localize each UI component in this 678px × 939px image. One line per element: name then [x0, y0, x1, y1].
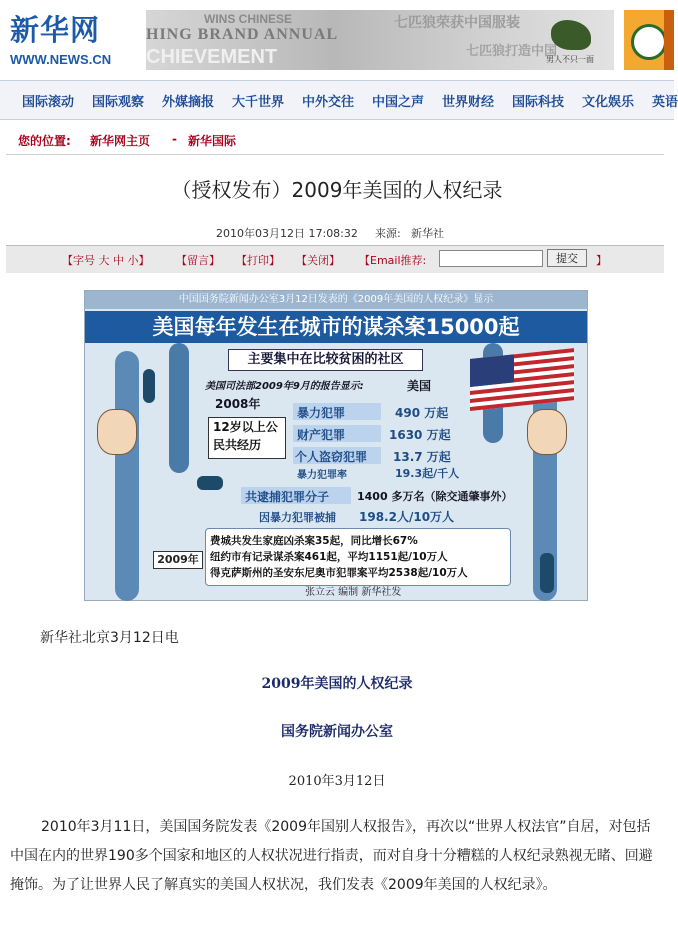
city-stat-line: 费城共发生家庭凶杀案35起，同比增长67%	[210, 535, 418, 547]
article-heading: 2009年美国的人权纪录	[261, 676, 413, 692]
page-title: （授权发布）2009年美国的人权纪录	[171, 178, 503, 202]
infographic-headline: 美国每年发生在城市的谋杀案15000起	[85, 311, 587, 343]
citizens-box-line: 民共经历	[213, 438, 262, 452]
infographic-subtitle: 主要集中在比较贫困的社区	[228, 349, 423, 371]
nav-item[interactable]: 国际观察	[92, 95, 145, 110]
email-input[interactable]	[439, 250, 543, 267]
article-author: 国务院新闻办公室	[281, 724, 393, 740]
walker-figure-icon	[540, 553, 554, 593]
pipe-left-inner	[169, 343, 189, 473]
close-link[interactable]: 【关闭】	[296, 254, 340, 267]
climber-figure-icon	[197, 476, 223, 490]
nav-item[interactable]: 外媒摘报	[162, 95, 215, 110]
article-datetime: 2010年03月12日 17:08:32	[216, 227, 358, 240]
city-stat-line: 纽约市有记录谋杀案461起，平均1151起/10万人	[210, 551, 448, 563]
nav-item[interactable]: 中国之声	[372, 95, 425, 110]
main-nav	[0, 80, 678, 120]
climber-figure-icon	[143, 369, 155, 403]
dateline: 新华社北京3月12日电	[40, 630, 179, 646]
stat-label: 财产犯罪	[297, 428, 346, 442]
publish-date: 2010年3月12日	[288, 774, 386, 789]
arrest-label: 共逮捕犯罪分子	[245, 490, 330, 504]
infographic-credit: 张立云 编制 新华社发	[305, 587, 402, 598]
article-paragraph: 2010年3月11日，美国国务院发表《2009年国别人权报告》，再次以“世界人权法官”自居，对包括中国在内的世界190多个国家和地区的人权状况进行指责，而对自身十分糟糕的人权纪录熟视无睹、回避掩饰。为了让世界人民了解真实的美国人权状况，我们发表《2009年美国的人权纪录》。	[10, 819, 653, 893]
banner-text: 七匹狼打造中国	[466, 44, 558, 59]
stat-label: 暴力犯罪	[297, 406, 346, 420]
nav-item[interactable]: 国际滚动	[22, 95, 75, 110]
infographic-source-note: 中国国务院新闻办公室3月12日发表的《2009年美国的人权纪录》显示	[85, 291, 587, 309]
city-stats-box	[205, 528, 511, 586]
banner-slogan: 男人不只一面	[546, 55, 594, 64]
hand-left-icon	[97, 409, 137, 455]
citizens-box-line: 12岁以上公	[213, 420, 278, 434]
source-value: 新华社	[411, 227, 444, 240]
year-2008-label: 2008年	[215, 397, 261, 411]
breadcrumb-separator: -	[172, 132, 177, 146]
report-note: 美国司法部2009年9月的报告显示:	[205, 381, 364, 392]
breadcrumb-prefix: 您的位置:	[18, 134, 71, 148]
stat-value: 19.3起/千人	[395, 467, 460, 480]
stat-label: 暴力犯罪率	[297, 470, 347, 481]
article-toolbar	[6, 245, 664, 273]
arrest-value: 1400 多万名（除交通肇事外）	[357, 490, 513, 503]
us-flag-icon	[470, 351, 578, 413]
city-stat-line: 得克萨斯州的圣安东尼奥市犯罪案平均2538起/10万人	[210, 567, 468, 579]
pipe-left	[115, 351, 139, 601]
horse-logo-icon	[551, 20, 591, 50]
banner-text: WINS CHINESE	[204, 12, 293, 26]
breadcrumb-section-link[interactable]: 新华国际	[188, 134, 237, 148]
banner-text: HING BRAND ANNUAL	[146, 26, 339, 43]
year-2009-label: 2009年	[153, 551, 203, 569]
hand-right-icon	[527, 409, 567, 455]
breadcrumb	[6, 126, 664, 155]
toolbar-end: 】	[596, 254, 607, 267]
font-size-control[interactable]: 【字号 大 中 小】	[62, 254, 150, 267]
ad-stripe	[664, 10, 674, 70]
stat-label: 个人盗窃犯罪	[295, 450, 368, 464]
xinhua-logo[interactable]	[10, 8, 140, 72]
logo-text: 新华网	[10, 13, 101, 47]
nav-item[interactable]: 国际科技	[512, 95, 565, 110]
comment-link[interactable]: 【留言】	[176, 254, 220, 267]
stat-value: 490 万起	[395, 406, 449, 420]
citizens-box	[208, 417, 286, 459]
breadcrumb-home-link[interactable]: 新华网主页	[90, 134, 151, 148]
stat-value: 1630 万起	[389, 428, 451, 442]
violent-arrest-value: 198.2人/10万人	[359, 510, 455, 524]
nav-item[interactable]: 大千世界	[232, 95, 285, 110]
nav-item[interactable]: 文化娱乐	[582, 95, 635, 110]
email-label: 【Email推荐:	[359, 254, 427, 267]
print-link[interactable]: 【打印】	[236, 254, 280, 267]
infographic	[84, 290, 588, 601]
side-ad[interactable]	[624, 10, 674, 70]
nav-item[interactable]: 英语	[652, 95, 678, 110]
violent-arrest-label: 因暴力犯罪被捕	[259, 511, 336, 524]
banner-text: 七匹狼荣获中国服装	[394, 15, 520, 31]
emblem-icon	[631, 24, 667, 60]
submit-button[interactable]: 提交	[547, 249, 587, 267]
banner-text: CHIEVEMENT	[146, 46, 278, 68]
source-label: 来源:	[375, 227, 401, 240]
nav-item[interactable]: 中外交往	[302, 95, 355, 110]
nav-item[interactable]: 世界财经	[442, 95, 495, 110]
stat-value: 13.7 万起	[393, 450, 451, 464]
ad-banner[interactable]	[146, 10, 614, 70]
logo-url: WWW.NEWS.CN	[10, 52, 112, 67]
site-header	[0, 0, 674, 78]
country-label: 美国	[407, 379, 432, 393]
